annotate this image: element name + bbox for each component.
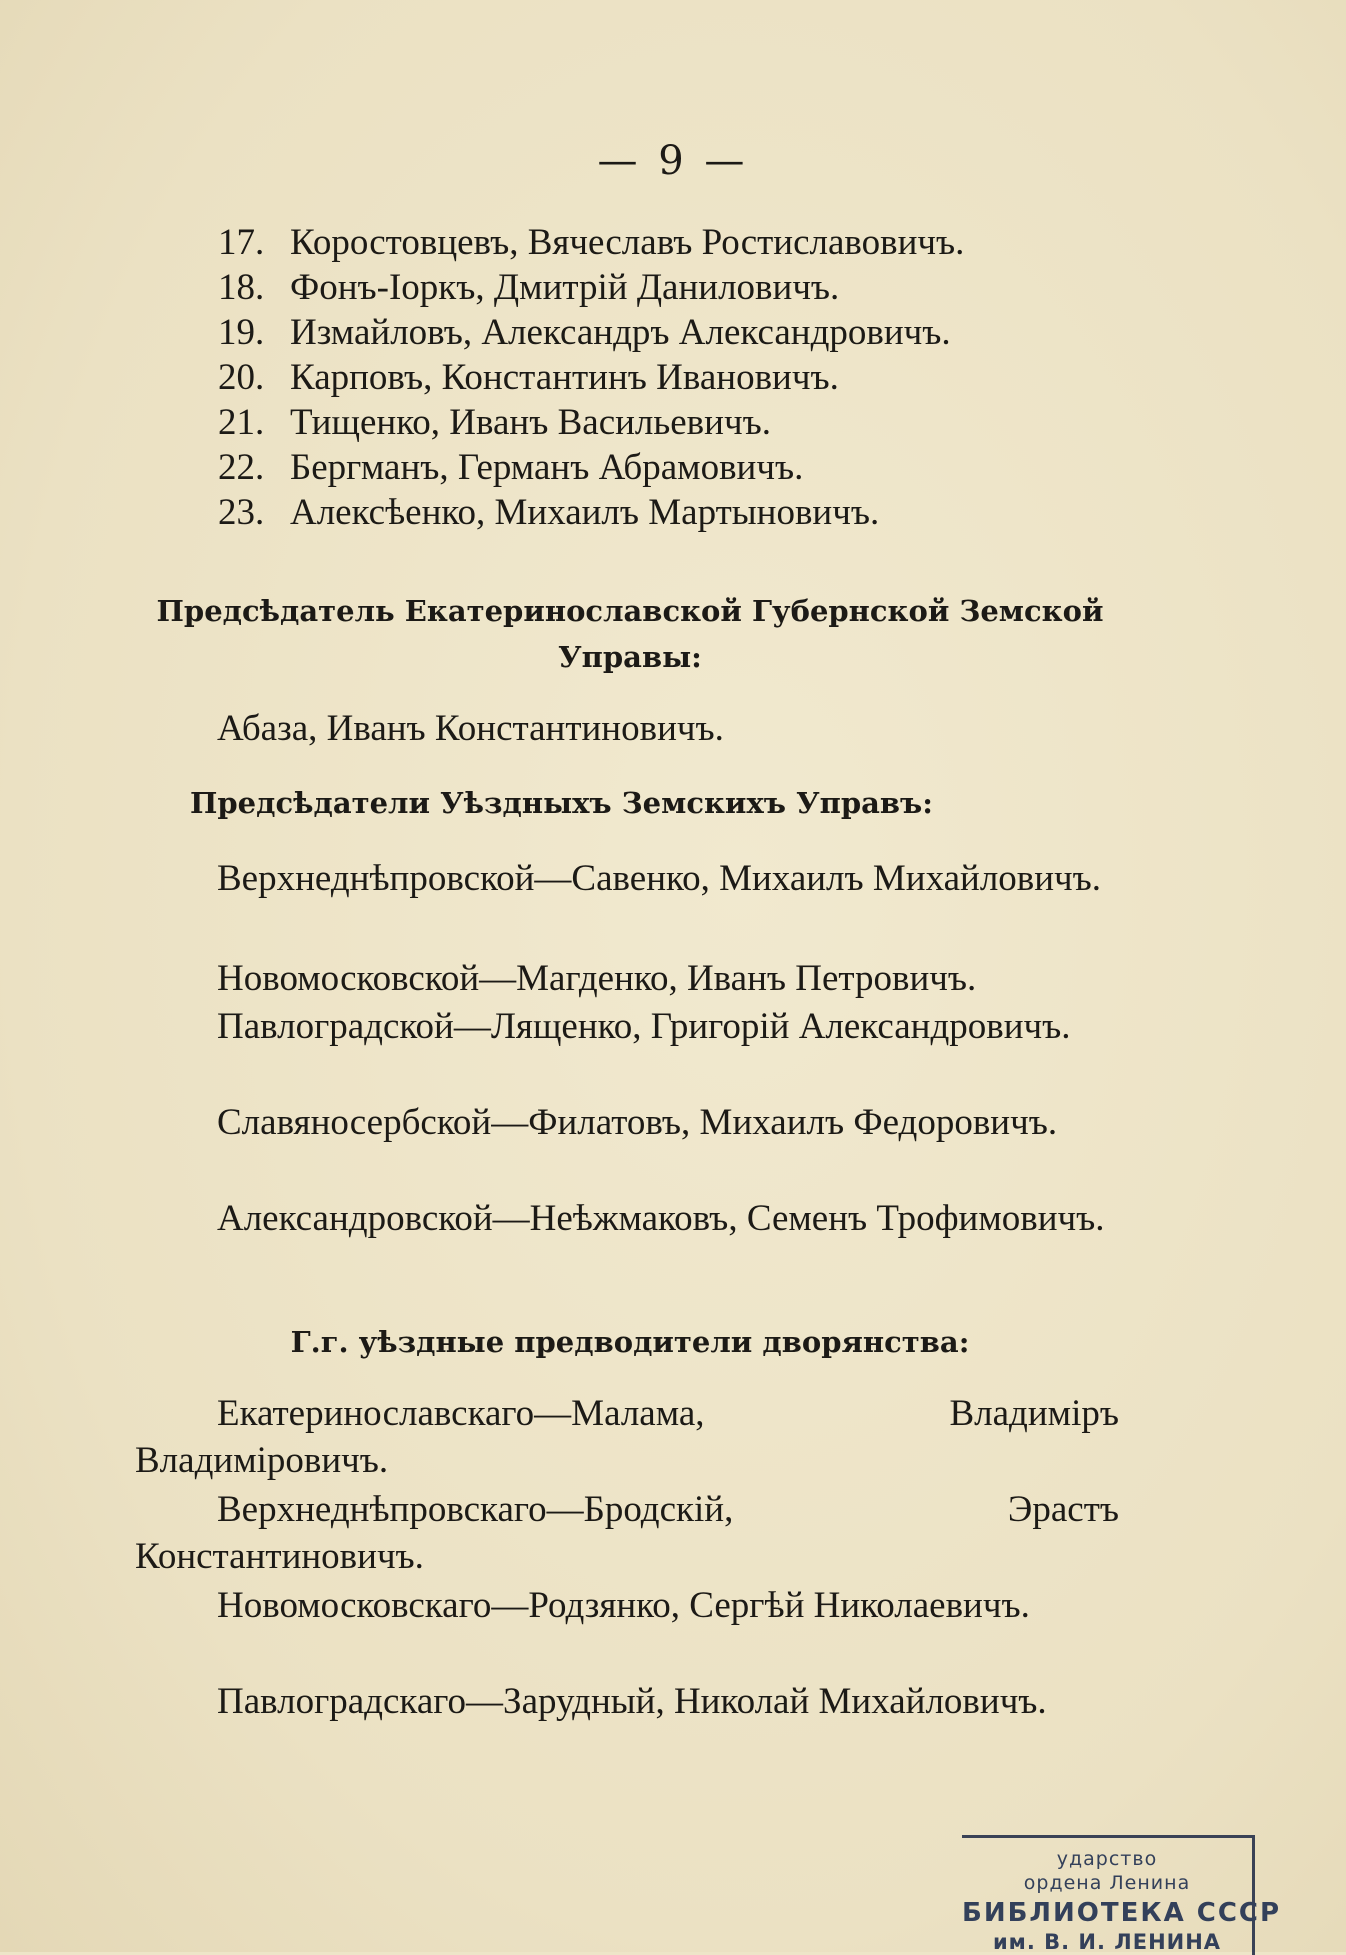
list-item: [218, 220, 1138, 265]
member-name: Коростовцевъ, Вячеславъ Ростиславовичъ.: [290, 222, 965, 263]
member-name: Бергманъ, Германъ Абрамовичъ.: [290, 447, 804, 488]
stamp-line: ордена Ленина: [1023, 1872, 1191, 1894]
library-stamp: [962, 1835, 1282, 1955]
item-number: 23.: [218, 492, 265, 533]
member-name: Измайловъ, Александръ Александровичъ.: [290, 312, 951, 353]
member-name: Алексѣенко, Михаилъ Мартыновичъ.: [290, 492, 880, 533]
stamp-line: БИБЛИОТЕКА СССР: [962, 1898, 1282, 1928]
nobility-marshal-entry: Новомосковскаго—Родзянко, Сергѣй Николаевичъ.: [217, 1585, 1030, 1626]
uezd-chairs-heading: Предсѣдатели Уѣздныхъ Земскихъ Управъ:: [190, 786, 933, 820]
member-name: Фонъ-Іоркъ, Дмитрій Даниловичъ.: [290, 267, 840, 308]
members-list: [218, 220, 1138, 535]
gubernia-chair-name: Абаза, Иванъ Константиновичъ.: [217, 708, 724, 749]
uezd-chair-entry: Павлоградской—Лященко, Григорій Александровичъ.: [217, 1006, 1071, 1047]
item-number: 18.: [218, 267, 265, 308]
item-number: 22.: [218, 447, 265, 488]
uezd-chair-entry: Александровской—Неѣжмаковъ, Семенъ Трофимовичъ.: [217, 1198, 1105, 1239]
stamp-line: им. В. И. ЛЕНИНА: [992, 1930, 1222, 1954]
gubernia-chair-heading: Предсѣдатель Екатеринославской Губернской Земской Управы:: [156, 594, 1104, 674]
uezd-chair-entry: Верхнеднѣпровской—Савенко, Михаилъ Михайловичъ.: [217, 858, 1102, 899]
page-number: — 9 —: [597, 138, 749, 184]
list-item: [218, 355, 1138, 400]
item-number: 21.: [218, 402, 265, 443]
item-number: 19.: [218, 312, 265, 353]
nobility-marshal-entry: Верхнеднѣпровскаго—Бродскій, Эрастъ Константиновичъ.: [135, 1489, 1119, 1577]
nobility-marshals-heading: Г.г. уѣздные предводители дворянства:: [290, 1325, 970, 1359]
item-number: 20.: [218, 357, 265, 398]
stamp-line: ударство: [1056, 1848, 1158, 1870]
list-item: [218, 445, 1138, 490]
uezd-chair-entry: Славяносербской—Филатовъ, Михаилъ Федоровичъ.: [217, 1102, 1058, 1143]
nobility-marshal-entry: Павлоградскаго—Зарудный, Николай Михайловичъ.: [217, 1681, 1047, 1722]
list-item: [218, 490, 1138, 535]
uezd-chair-entry: Новомосковской—Магденко, Иванъ Петровичъ.: [217, 958, 977, 999]
member-name: Тищенко, Иванъ Васильевичъ.: [290, 402, 771, 443]
list-item: [218, 265, 1138, 310]
list-item: [218, 310, 1138, 355]
nobility-marshal-entry: Екатеринославскаго—Малама, Владиміръ Владиміровичъ.: [135, 1393, 1119, 1481]
member-name: Карповъ, Константинъ Ивановичъ.: [290, 357, 839, 398]
item-number: 17.: [218, 222, 265, 263]
list-item: [218, 400, 1138, 445]
